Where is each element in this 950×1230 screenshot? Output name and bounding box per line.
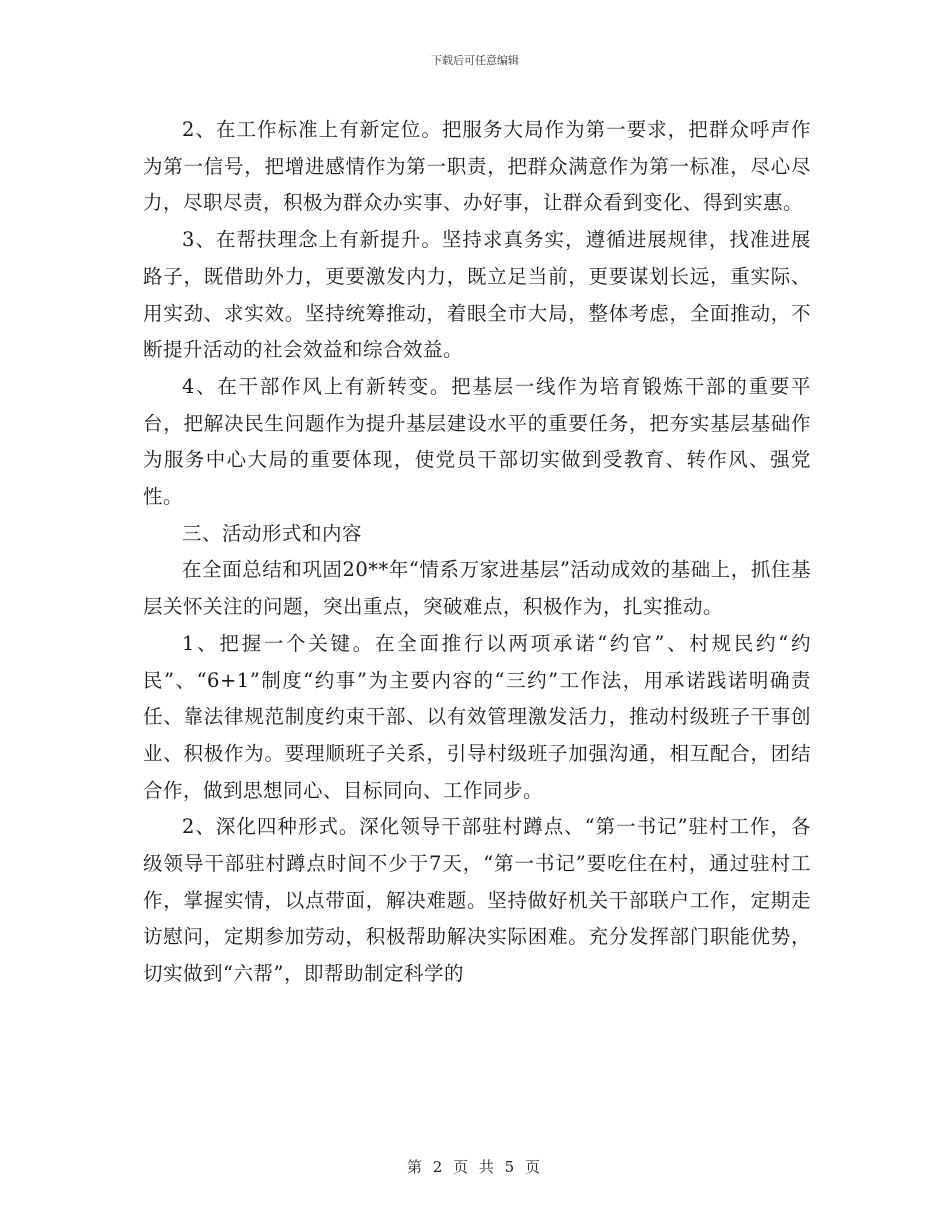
paragraph-cadre-style: 4、在干部作风上有新转变。把基层一线作为培育锻炼干部的重要平台，把解决民生问题作为提升基层建设水平的重要任务，把夯实基层基础作为服务中心大局的重要体现，使党员干部切实做到受教育、转作风、强党性。 [143, 374, 811, 509]
paragraph-activity-intro: 在全面总结和巩固20**年“情系万家进基层”活动成效的基础上，抓住基层关怀关注的问题，突出重点，突破难点，积极作为，扎实推动。 [143, 558, 811, 619]
page-number: 第 2 页 共 5 页 [407, 1158, 543, 1176]
document-body [143, 112, 811, 993]
page-header-note: 下载后可任意编辑 [431, 54, 519, 67]
paragraph-grasp-key: 1、把握一个关键。在全面推行以两项承诺“约官”、村规民约“约民”、“6+1”制度“约事”为主要内容的“三约”工作法，用承诺践诺明确责任、靠法律规范制度约束干部、以有效管理激发活力，推动村级班子干事创业、积极作为。要理顺班子关系，引导村级班子加强沟通，相互配合，团结合作，做到思想同心、目标同向、工作同步。 [143, 631, 811, 802]
paragraph-assistance-concept: 3、在帮扶理念上有新提升。坚持求真务实，遵循进展规律，找准进展路子，既借助外力，更要激发内力，既立足当前，更要谋划长远，重实际、用实劲、求实效。坚持统筹推动，着眼全市大局，整体考虑，全面推动，不断提升活动的社会效益和综合效益。 [143, 228, 811, 362]
paragraph-work-standard: 2、在工作标准上有新定位。把服务大局作为第一要求，把群众呼声作为第一信号，把增进感情作为第一职责，把群众满意作为第一标准，尽心尽力，尽职尽责，积极为群众办实事、办好事，让群众看到变化、得到实惠。 [143, 118, 811, 215]
section-heading-activity-form: 三、活动形式和内容 [182, 521, 363, 545]
paragraph-deepen-forms: 2、深化四种形式。深化领导干部驻村蹲点、“第一书记”驻村工作，各级领导干部驻村蹲点时间不少于7天，“第一书记”要吃住在村，通过驻村工作，掌握实情，以点带面，解决难题。坚持做好机关干部联户工作，定期走访慰问，定期参加劳动，积极帮助解决实际困难。充分发挥部门职能优势，切实做到“六帮”，即帮助制定科学的 [143, 815, 811, 986]
